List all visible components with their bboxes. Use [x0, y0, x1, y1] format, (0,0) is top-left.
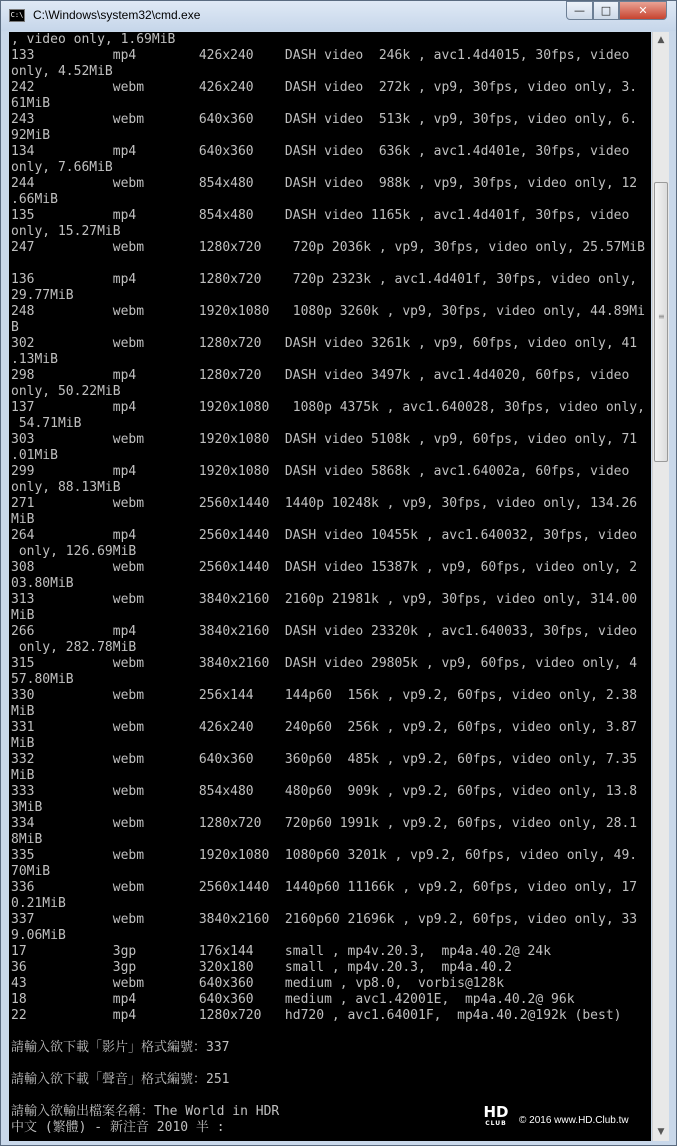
logo-main-text: HD [483, 1103, 509, 1121]
cmd-app-icon[interactable]: C:\ [9, 9, 25, 22]
ime-status-bar: 中文 (繁體) - 新注音 2010 半 : [11, 1120, 225, 1135]
scroll-down-arrow-icon[interactable]: ▼ [657, 1127, 665, 1137]
scroll-up-arrow-icon[interactable]: ▲ [657, 35, 665, 45]
console-output-area[interactable] [9, 32, 651, 1141]
scrollbar-thumb[interactable] [654, 182, 668, 462]
watermark [477, 1105, 657, 1131]
scrollbar-grip-icon: ≡ [658, 312, 665, 321]
console-output: , video only, 1.69MiB 133 mp4 426x240 DASH video 246k , avc1.4d4015, 30fps, video only, 4.52MiB 242 webm 426x240 DASH video 272k , vp9, 30fps, video only, 3. 61MiB 243 webm 640x360 DASH video 513k , vp9, 30fps, video only, 6. 92MiB 134 mp4 640x360 DASH video 636k , avc1.4d401e, 30fps, video only, 7.66MiB 244 webm 854x480 DASH video 988k , vp9, 30fps, video only, 12 .66MiB 135 mp4 854x480 DASH video 1165k , avc1.4d401f, 30fps, video only, 15.27MiB 247 webm 1280x720 720p 2036k , vp9, 30fps, video only, 25.57MiB 136 mp4 1280x720 720p 2323k , avc1.4d401f, 30fps, video only, 29.77MiB 248 webm 1920x1080 1080p 3260k , vp9, 30fps, video only, 44.89Mi B 302 webm 1280x720 DASH video 3261k , vp9, 60fps, video only, 41 .13MiB 298 mp4 1280x720 DASH video 3497k , avc1.4d4020, 60fps, video only, 50.22MiB 137 mp4 1920x1080 1080p 4375k , avc1.640028, 30fps, video only, 54.71MiB 303 webm 1920x1080 DASH video 5108k , vp9, 60fps, video only, 71 .01MiB 299 mp4 1920x1080 DASH video 5868k , avc1.64002a, 60fps, video only, 88.13MiB 271 webm 2560x1440 1440p 10248k , vp9, 30fps, video only, 134.26 MiB 264 mp4 2560x1440 DASH video 10455k , avc1.640032, 30fps, video only, 126.69MiB 308 webm 2560x1440 DASH video 15387k , vp9, 60fps, video only, 2 03.80MiB 313 webm 3840x2160 2160p 21981k , vp9, 30fps, video only, 314.00 MiB 266 mp4 3840x2160 DASH video 23320k , avc1.640033, 30fps, video only, 282.78MiB 315 webm 3840x2160 DASH video 29805k , vp9, 60fps, video only, 4 57.80MiB 330 webm 256x144 144p60 156k , vp9.2, 60fps, video only, 2.38 MiB 331 webm 426x240 240p60 256k , vp9.2, 60fps, video only, 3.87 MiB 332 webm 640x360 360p60 485k , vp9.2, 60fps, video only, 7.35 MiB 333 webm 854x480 480p60 909k , vp9.2, 60fps, video only, 13.8 3MiB 334 webm 1280x720 720p60 1991k , vp9.2, 60fps, video only, 28.1 8MiB 335 webm 1920x1080 1080p60 3201k , vp9.2, 60fps, video only, 49. 70MiB 336 webm 2560x1440 1440p60 11166k , vp9.2, 60fps, video only, 17 0.21MiB 337 webm 3840x2160 2160p60 21696k , vp9.2, 60fps, video only, 33 9.06MiB 17 3gp 176x144 small , mp4v.20.3, mp4a.40.2@ 24k 36 3gp 320x180 small , mp4v.20.3, mp4a.40.2 43 webm 640x360 medium , vp8.0, vorbis@128k 18 mp4 640x360 medium , avc1.42001E, mp4a.40.2@ 96k 22 mp4 1280x720 hd720 , avc1.64001F, mp4a.40.2@192k (best) [11, 32, 645, 1023]
close-button[interactable]: ✕ [619, 1, 667, 20]
prompt-audio-format: 請輸入欲下載「聲音」格式編號：251 [11, 1072, 230, 1087]
vertical-scrollbar[interactable] [652, 32, 669, 1141]
title-bar[interactable] [1, 1, 676, 31]
window-title: C:\Windows\system32\cmd.exe [33, 8, 201, 22]
minimize-button[interactable]: — [566, 1, 593, 20]
prompt-video-format: 請輸入欲下載「影片」格式編號：337 [11, 1040, 230, 1055]
logo-sub-text: CLUB [485, 1120, 507, 1127]
maximize-button[interactable]: □ [593, 1, 619, 20]
prompt-output-filename[interactable]: 請輸入欲輸出檔案名稱：The World in HDR [11, 1104, 280, 1119]
watermark-text: © 2016 www.HD.Club.tw [519, 1115, 629, 1126]
hdclub-logo [477, 1105, 515, 1129]
